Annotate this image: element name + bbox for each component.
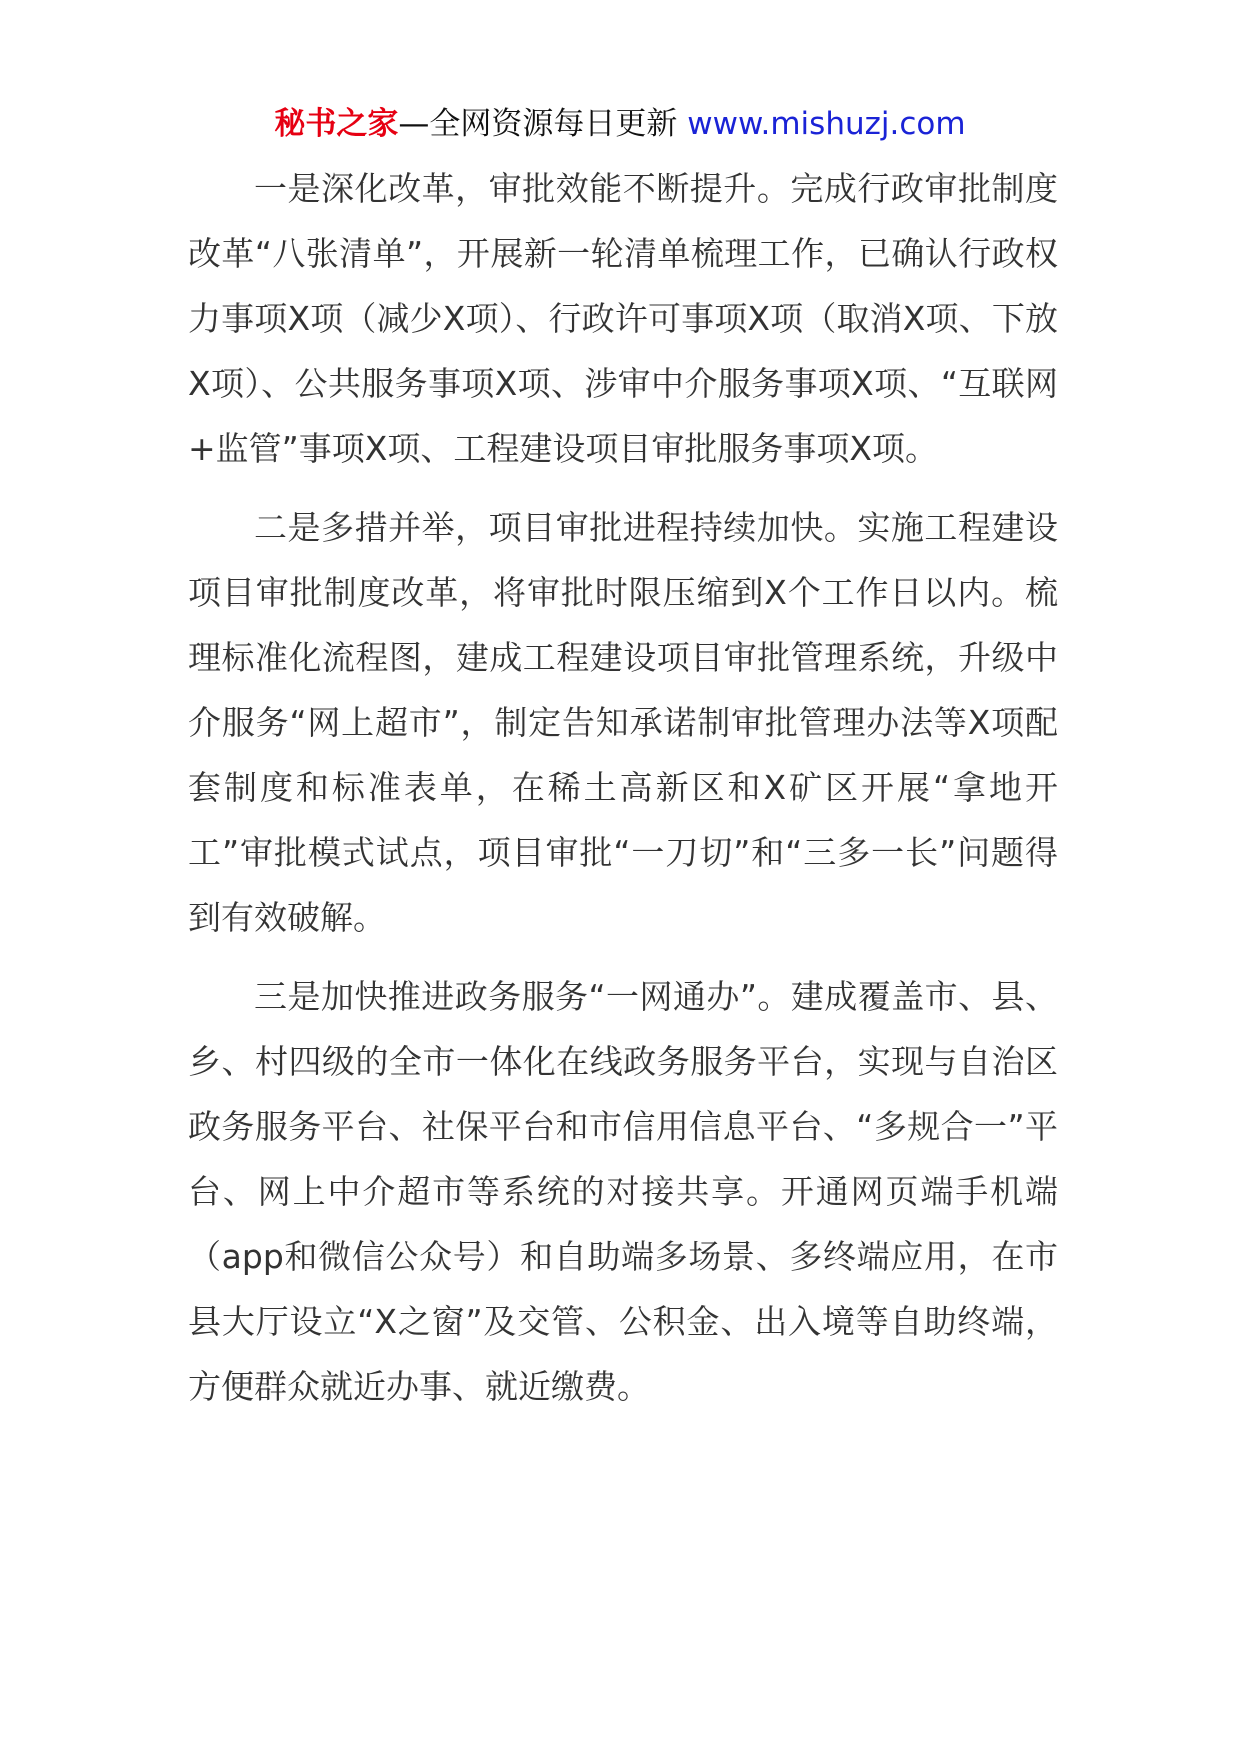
paragraph-3: 三是加快推进政务服务“一网通办”。建成覆盖市、县、乡、村四级的全市一体化在线政务服务平台，实现与自治区政务服务平台、社保平台和市信用信息平台、“多规合一”平台、网上中介超市等系统的对接共享。开通网页端手机端（app和微信公众号）和自助端多场景、多终端应用，在市县大厅设立“X之窗”及交管、公积金、出入境等自助终端，方便群众就近办事、就近缴费。: [188, 977, 1058, 1406]
document-body: [188, 156, 1058, 1433]
document-header: [0, 100, 1240, 148]
paragraph-1: 一是深化改革，审批效能不断提升。完成行政审批制度改革“八张清单”，开展新一轮清单梳理工作，已确认行政权力事项X项（减少X项）、行政许可事项X项（取消X项、下放X项）、公共服务事项X项、涉审中介服务事项X项、“互联网+监管”事项X项、工程建设项目审批服务事项X项。: [188, 169, 1058, 468]
brand-name: 秘书之家: [274, 106, 399, 142]
website-link[interactable]: www.mishuzj.com: [687, 106, 966, 142]
header-slogan: —全网资源每日更新: [398, 106, 678, 142]
paragraph-2: 二是多措并举，项目审批进程持续加快。实施工程建设项目审批制度改革，将审批时限压缩到X个工作日以内。梳理标准化流程图，建成工程建设项目审批管理系统，升级中介服务“网上超市”，制定告知承诺制审批管理办法等X项配套制度和标准表单，在稀土高新区和X矿区开展“拿地开工”审批模式试点，项目审批“一刀切”和“三多一长”问题得到有效破解。: [188, 508, 1058, 937]
